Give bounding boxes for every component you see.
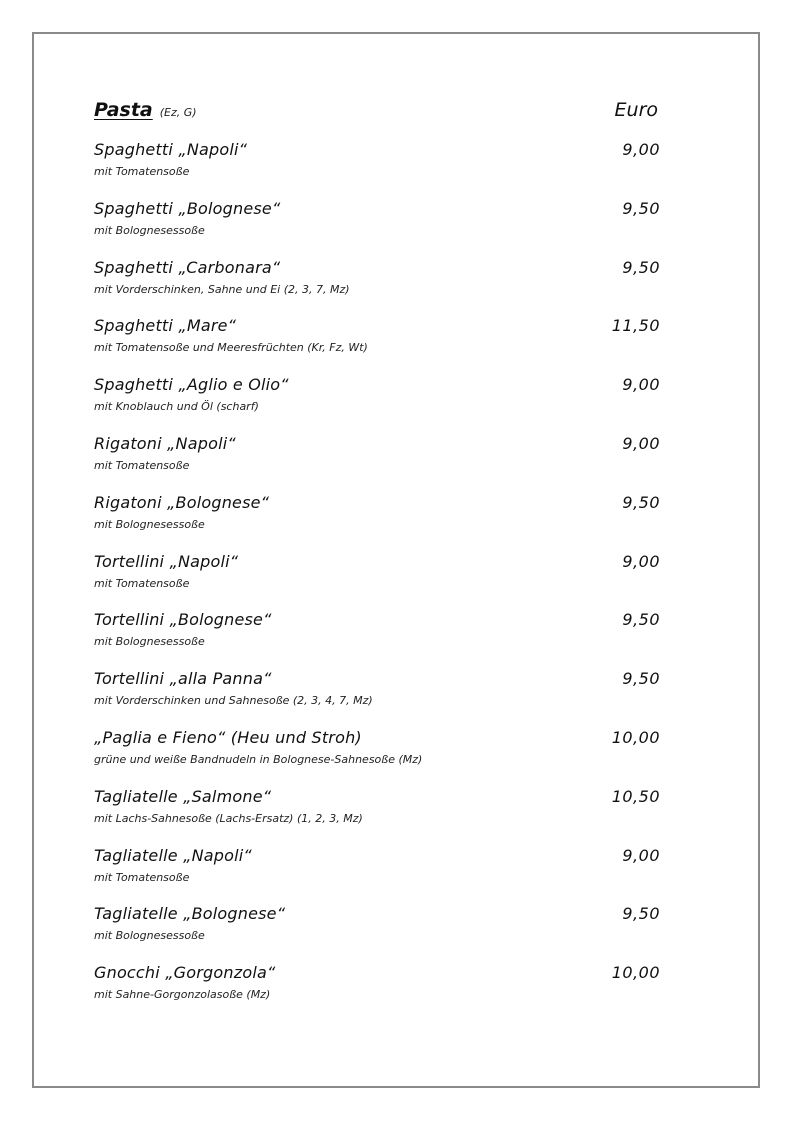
menu-item [94, 963, 660, 1022]
item-price: 9,50 [622, 257, 660, 277]
item-price: 9,00 [622, 375, 660, 395]
item-price: 9,00 [622, 551, 660, 571]
price-column-heading: Euro [614, 99, 658, 121]
menu-item [94, 728, 660, 787]
item-price: 9,00 [622, 845, 660, 865]
item-name: Spaghetti „Carbonara“ [94, 257, 281, 277]
item-name: „Paglia e Fieno“ (Heu und Stroh) [94, 727, 362, 747]
item-name: Gnocchi „Gorgonzola“ [94, 963, 276, 983]
item-price: 10,50 [611, 786, 660, 806]
section-title: Pasta [94, 99, 153, 121]
item-price: 11,50 [611, 316, 660, 336]
item-description: mit Tomatensoße [94, 576, 190, 590]
menu-item [94, 904, 660, 963]
menu-item [94, 199, 660, 258]
menu-item [94, 375, 660, 434]
item-price: 9,00 [622, 433, 660, 453]
menu-item [94, 493, 660, 552]
section-heading [94, 99, 197, 121]
item-description: mit Vorderschinken und Sahnesoße (2, 3, 4, 7, Mz) [94, 694, 373, 708]
item-name: Spaghetti „Napoli“ [94, 140, 248, 159]
item-name: Spaghetti „Mare“ [94, 316, 237, 336]
item-price: 9,50 [622, 198, 660, 218]
menu-item [94, 669, 660, 728]
menu-item [94, 846, 660, 905]
item-name: Tagliatelle „Salmone“ [94, 786, 272, 806]
item-description: mit Tomatensoße und Meeresfrüchten (Kr, Fz, Wt) [94, 341, 368, 355]
item-description: grüne und weiße Bandnudeln in Bolognese-Sahnesoße (Mz) [94, 752, 423, 766]
menu-item [94, 140, 660, 199]
item-description: mit Bolognesessoße [94, 223, 205, 237]
item-description: mit Lachs-Sahnesoße (Lachs-Ersatz) (1, 2, 3, Mz) [94, 811, 363, 825]
item-description: mit Tomatensoße [94, 870, 190, 884]
item-description: mit Knoblauch und Öl (scharf) [94, 400, 259, 414]
item-description: mit Bolognesessoße [94, 517, 205, 531]
item-description: mit Sahne-Gorgonzolasoße (Mz) [94, 988, 271, 1002]
item-price: 9,50 [622, 610, 660, 630]
section-allergens: (Ez, G) [159, 106, 197, 119]
item-name: Tortellini „alla Panna“ [94, 669, 272, 689]
item-price: 10,00 [611, 963, 660, 983]
item-description: mit Tomatensoße [94, 458, 190, 472]
item-name: Tagliatelle „Bolognese“ [94, 904, 286, 924]
item-description: mit Bolognesessoße [94, 635, 205, 649]
item-name: Spaghetti „Bolognese“ [94, 198, 281, 218]
menu-item [94, 316, 660, 375]
section-header [94, 99, 660, 140]
menu-section [94, 99, 660, 1022]
menu-item [94, 610, 660, 669]
item-price: 10,00 [611, 727, 660, 747]
menu-item [94, 258, 660, 317]
item-price: 9,00 [622, 140, 660, 159]
item-name: Tagliatelle „Napoli“ [94, 845, 252, 865]
item-name: Tortellini „Bolognese“ [94, 610, 272, 630]
menu-item [94, 552, 660, 611]
menu-item [94, 787, 660, 846]
item-price: 9,50 [622, 669, 660, 689]
item-description: mit Vorderschinken, Sahne und Ei (2, 3, 7, Mz) [94, 282, 350, 296]
item-price: 9,50 [622, 492, 660, 512]
item-price: 9,50 [622, 904, 660, 924]
item-name: Spaghetti „Aglio e Olio“ [94, 375, 289, 395]
item-name: Tortellini „Napoli“ [94, 551, 239, 571]
item-name: Rigatoni „Bolognese“ [94, 492, 270, 512]
menu-item [94, 434, 660, 493]
item-description: mit Bolognesessoße [94, 929, 205, 943]
item-name: Rigatoni „Napoli“ [94, 433, 236, 453]
item-description: mit Tomatensoße [94, 165, 190, 178]
